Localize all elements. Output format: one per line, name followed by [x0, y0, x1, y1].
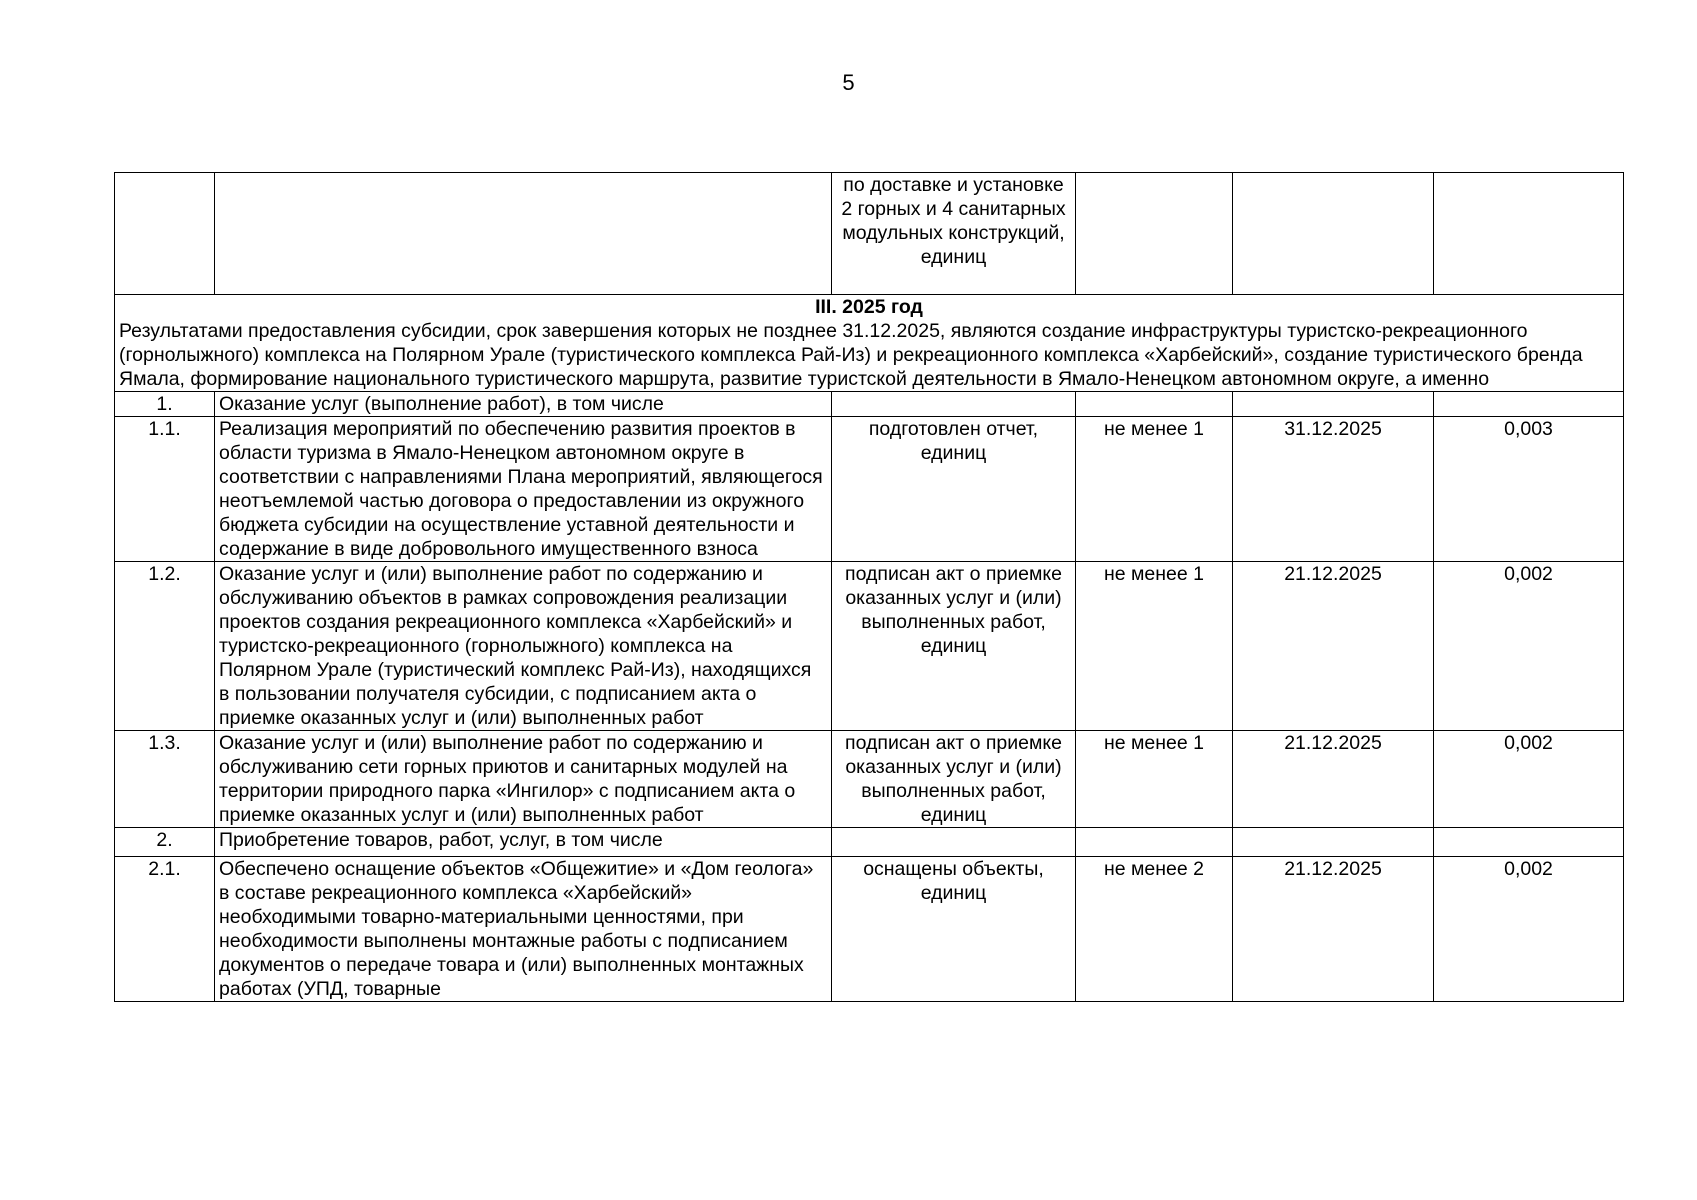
row-number: 1.1. [115, 417, 215, 562]
row-date: 31.12.2025 [1233, 417, 1434, 562]
row-text: Оказание услуг и (или) выполнение работ по содержанию и обслуживанию объектов в рамках сопровождения реализации проектов создания рекреационного комплекса «Харбейский» и туристско-рекреационного (горнолыжного) комплекса на Полярном Урале (туристический комплекс Рай-Из), находящихся в пользовании получателя субсидии, с подписанием акта о приемке оказанных услуг и (или) выполненных работ [215, 562, 832, 731]
row-number: 1.3. [115, 731, 215, 828]
row-number: 2. [115, 828, 215, 857]
row-amount [1434, 828, 1624, 857]
row-text: Реализация мероприятий по обеспечению развития проектов в области туризма в Ямало-Ненецком автономном округе в соответствии с направлениями Плана мероприятий, являющегося неотъемлемой частью договора о предоставлении из окружного бюджета субсидии на осуществление уставной деятельности и содержание в виде добровольного имущественного взноса [215, 417, 832, 562]
row-text: Обеспечено оснащение объектов «Общежитие» и «Дом геолога» в составе рекреационного комплекса «Харбейский» необходимыми товарно-материальными ценностями, при необходимости выполнены монтажные работы с подписанием документов о передаче товара и (или) выполненных монтажных работах (УПД, товарные [215, 857, 832, 1002]
results-table [114, 172, 1624, 1002]
row-number: 1.2. [115, 562, 215, 731]
section-row [115, 295, 1624, 392]
row-unit [832, 392, 1076, 417]
table-row [115, 857, 1624, 1002]
amount-cell [1434, 173, 1624, 295]
num-cell [115, 173, 215, 295]
row-text: Оказание услуг и (или) выполнение работ по содержанию и обслуживанию сети горных приютов и санитарных модулей на территории природного парка «Ингилор» с подписанием акта о приемке оказанных услуг и (или) выполненных работ [215, 731, 832, 828]
section-cell [115, 295, 1624, 392]
row-value: не менее 1 [1076, 731, 1233, 828]
row-amount: 0,002 [1434, 562, 1624, 731]
text-cell [215, 173, 832, 295]
row-value: не менее 1 [1076, 417, 1233, 562]
table-row [115, 828, 1624, 857]
page-number: 5 [842, 70, 855, 95]
row-unit: подписан акт о приемке оказанных услуг и (или) выполненных работ, единиц [832, 562, 1076, 731]
row-text: Приобретение товаров, работ, услуг, в том числе [215, 828, 832, 857]
value-cell [1076, 173, 1233, 295]
unit-cell: по доставке и установке 2 горных и 4 санитарных модульных конструкций, единиц [832, 173, 1076, 295]
row-date: 21.12.2025 [1233, 857, 1434, 1002]
table-row [115, 417, 1624, 562]
row-text: Оказание услуг (выполнение работ), в том числе [215, 392, 832, 417]
row-date [1233, 828, 1434, 857]
row-value: не менее 1 [1076, 562, 1233, 731]
row-date: 21.12.2025 [1233, 731, 1434, 828]
table-row-continuation [115, 173, 1624, 295]
row-unit: подписан акт о приемке оказанных услуг и (или) выполненных работ, единиц [832, 731, 1076, 828]
row-amount: 0,002 [1434, 857, 1624, 1002]
row-date [1233, 392, 1434, 417]
section-description: Результатами предоставления субсидии, срок завершения которых не позднее 31.12.2025, являются создание инфраструктуры туристско-рекреационного (горнолыжного) комплекса на Полярном Урале (туристического комплекса Рай-Из) и рекреационного комплекса «Харбейский», создание туристического бренда Ямала, формирование национального туристического маршрута, развитие туристской деятельности в Ямало-Ненецком автономном округе, а именно [119, 320, 1583, 390]
table-row [115, 562, 1624, 731]
row-number: 1. [115, 392, 215, 417]
section-title: III. 2025 год [815, 296, 923, 318]
row-unit: подготовлен отчет, единиц [832, 417, 1076, 562]
row-unit: оснащены объекты, единиц [832, 857, 1076, 1002]
table-row [115, 731, 1624, 828]
row-date: 21.12.2025 [1233, 562, 1434, 731]
row-value [1076, 828, 1233, 857]
row-value: не менее 2 [1076, 857, 1233, 1002]
table-row [115, 392, 1624, 417]
row-amount [1434, 392, 1624, 417]
row-number: 2.1. [115, 857, 215, 1002]
row-amount: 0,002 [1434, 731, 1624, 828]
date-cell [1233, 173, 1434, 295]
row-value [1076, 392, 1233, 417]
row-amount: 0,003 [1434, 417, 1624, 562]
row-unit [832, 828, 1076, 857]
